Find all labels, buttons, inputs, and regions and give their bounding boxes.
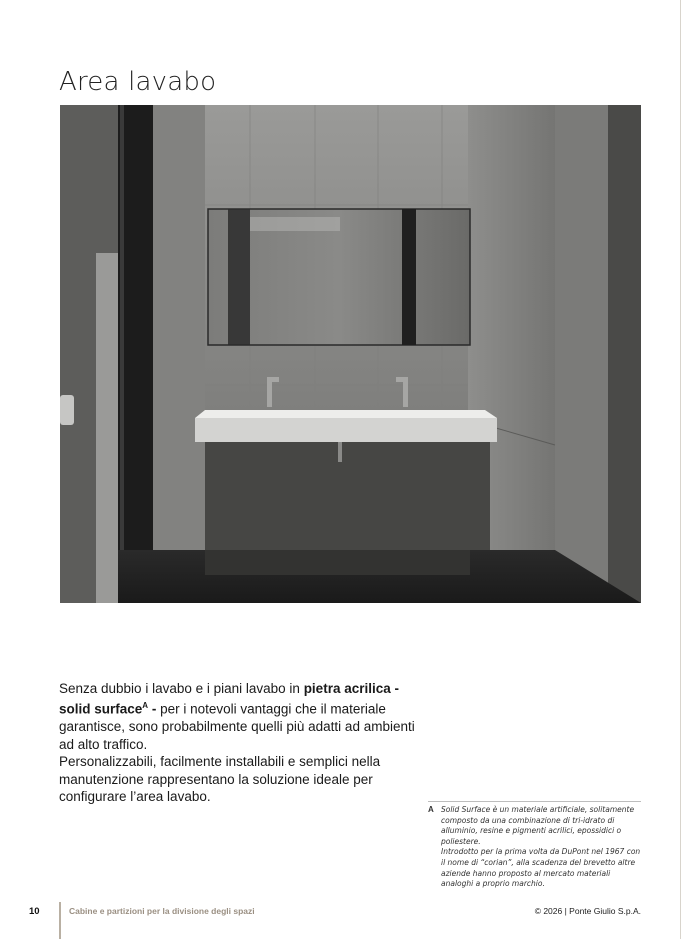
footnote-ref: A	[142, 701, 149, 711]
footer-divider	[59, 902, 61, 939]
footnote-text-2: Introdotto per la prima volta da DuPont nel 1967 con il nome di “corian”, alla scadenza del brevetto altre aziende hanno proposto al mercato materiali analoghi a proprio marchio.	[441, 847, 641, 889]
page-number: 10	[29, 906, 40, 917]
bold-term-solid-surface: solid surface	[59, 701, 143, 717]
body-text	[59, 680, 429, 805]
page-title: Area lavabo	[59, 67, 217, 98]
paragraph-2: Personalizzabili, facilmente installabili e semplici nella manutenzione rappresentano la soluzione ideale per configurare l’area lavabo.	[59, 754, 381, 804]
footnote-letter: A	[428, 805, 434, 814]
washroom-photo	[60, 105, 641, 603]
footer-section-title: Cabine e partizioni per la divisione degli spazi	[69, 906, 255, 916]
footnote-text-1: Solid Surface è un materiale artificiale, solitamente composto da una combinazione di tri-idrato di alluminio, resine e pigmenti acrilici, epossidici o poliestere.	[441, 805, 635, 846]
footnote	[428, 801, 641, 890]
paragraph-1: Senza dubbio i lavabo e i piani lavabo in pietra acrilica - solid surface$^A$ - per i notevoli vantaggi che il materiale garantisce, sono probabilmente quelli più adatti ad ambienti ad alto traffico.	[59, 681, 415, 752]
bold-term-pietra-acrilica: pietra acrilica -	[303, 681, 399, 696]
footer-copyright: © 2026 | Ponte Giulio S.p.A.	[534, 906, 641, 916]
